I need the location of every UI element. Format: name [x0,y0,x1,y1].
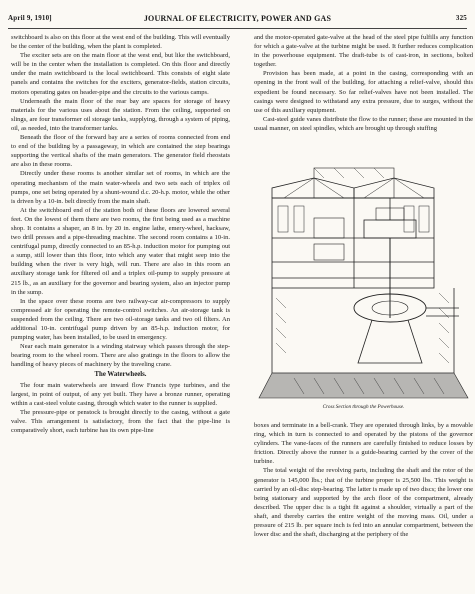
window [404,206,414,232]
paragraph: In the space over these rooms are two railway-car air-compressors to supply compressed air for operating the remote-control switches. An air-storage tank is suspended from the ceiling. There are two oil-storage tanks and two oil filters. An additional 10-in. centrifugal pump driven by an 85-h.p. induction motor, for pumping water, has been installed, to be used in emergency. [11,297,230,342]
header-rule [8,28,467,29]
paragraph: Beneath the floor of the forward bay are a series of rooms connected from end to end of the building by a passageway, in which are contained the step bearings supporting the vertical shafts of the main generators. The generator field rheostats are also in these rooms. [11,134,230,169]
window [419,206,429,232]
powerhouse-cross-section-figure [254,158,473,415]
paragraph: The total weight of the revolving parts, including the shaft and the rotor of the generator is 145,000 lbs.; that of the turbine proper is 25,500 lbs. This weight is carried by an oil-disc step-bearing. The latter is made up of two discs; the lower one being stationary and supported by the arch floor of the compartment, already described. The upper disc is a tight fit against a shoulder, virtually a part of the shaft, and thereby carries the entire weight of the moving mass. Oil, under a pressure of 215 lb. per square inch is fed into an annular compartment, between the lower disc and the shaft, discharging at the periphery of the [254,467,473,539]
right-column-top [254,33,473,133]
page-header [8,14,467,28]
paragraph: The four main waterwheels are inward flow Francis type turbines, and the largest, in point of output, of any yet built. They have a bronze runner, operating within a cast-steel volute casing, through which water to the runner is supplied. [11,381,230,407]
right-column-bottom [254,421,473,539]
paragraph: boxes and terminate in a bell-crank. They are operated through links, by a movable ring, which in turn is connected to and operated by the pistons of the governor cylinders. The vane-faces of the runners are carefully finished to reduce losses by friction. Directly above the runner is a guide-bearing carried by the cover of the turbine. [254,422,473,466]
foundation [272,288,454,373]
figure-caption: Cross Section through the Powerhouse. [322,404,405,410]
window [278,206,288,232]
paragraph: Provision has been made, at a point in the casing, corresponding with an opening in the front wall of the building, for attaching a relief-valve, should this expedient be found necessary. So far relief-valves have not been installed. The casings were designed to withstand any extra pressure, due to surges, without the use of this auxiliary equipment. [254,70,473,114]
paragraph: At the switchboard end of the station both of these floors are lowered several feet. On the lowest of them there are two rooms, the first being used as a machine shop. It contains a shaper, an 8 in. by 20 in. engine lathe, emery-wheel, hacksaw, two drill presses and a pipe-threading machine. The second room contains a 10-in. centrifugal pump, directly connected to an 85-h.p. induction motor for pumping out a sump, still lower than this floor, into which any water that might seep into the building when the river is very high, will run. There are also in this room an auxiliary storage tank for filtered oil and a triplex oil-pump to supply pressure at 215 lb., as an auxiliary for the governor and bearing system, also an injector pump in the sump. [11,206,230,296]
issue-date: April 9, 1910] [8,14,52,22]
transformer [314,218,344,238]
paragraph: Near each main generator is a winding stairway which passes through the step-bearing room to the wheel room. There are also gratings in the floors to allow the handling of heavy pieces of machinery by the traveling crane. [11,343,230,369]
paragraph: Cast-steel guide vanes distribute the flow to the runner; these are mounted in the usual manner, on steel spindles, which are brought up through stuffing [254,115,473,132]
paragraph: Underneath the main floor of the rear bay are spaces for storage of heavy materials for the various uses about the station. From the ceiling, supported on slings, are four transformer oil storage tanks, supplying, through a system of piping, oil, as needed, into the transformer tanks. [11,97,230,132]
roof-truss [272,178,354,198]
journal-title: JOURNAL OF ELECTRICITY, POWER AND GAS [143,14,332,23]
page-number: 325 [455,14,467,22]
paragraph: Directly under these rooms is another similar set of rooms, in which are the operating mechanism of the main water-wheels and two sets each of triplex oil pumps, one set being operated by a shunt-wound d.c. 20-h.p. motor, while the other is driven by a 10-in. belt directly from the main shaft. [11,170,230,205]
draft-tube [358,320,422,363]
cross-section-drawing [254,158,473,403]
section-subheading: The Waterwheels. [94,371,147,379]
paragraph: switchboard is also on this floor at the west end of the building. This will eventually be the center of the building, when the plant is completed. [11,34,230,51]
building-wall [272,198,434,288]
paragraph: The exciter sets are on the main floor at the west end, but like the switchboard, will be in the center when the installation is completed. On this floor and directly under the main switchboard is the local switchboard. This consists of eight slate panels and contains the switches for the exciters, generator-fields, station circuits, motors operating gates on header-pipe and the circuits to the various camps. [11,52,230,96]
paragraph: The pressure-pipe or penstock is brought directly to the casing, without a gate valve. This arrangement is satisfactory, from the fact that the pipe-line is comparatively short, each turbine has its own pipe-line [11,408,230,435]
window [294,206,304,232]
left-column [11,33,230,435]
generator [364,220,416,238]
paragraph: and the motor-operated gate-valve at the head of the steel pipe fulfills any function for which a gate-valve at the turbine might be used. It further reduces complication in the powerhouse equipment. The draft-tube is of cast-iron, in sections, bolted together. [254,34,473,69]
